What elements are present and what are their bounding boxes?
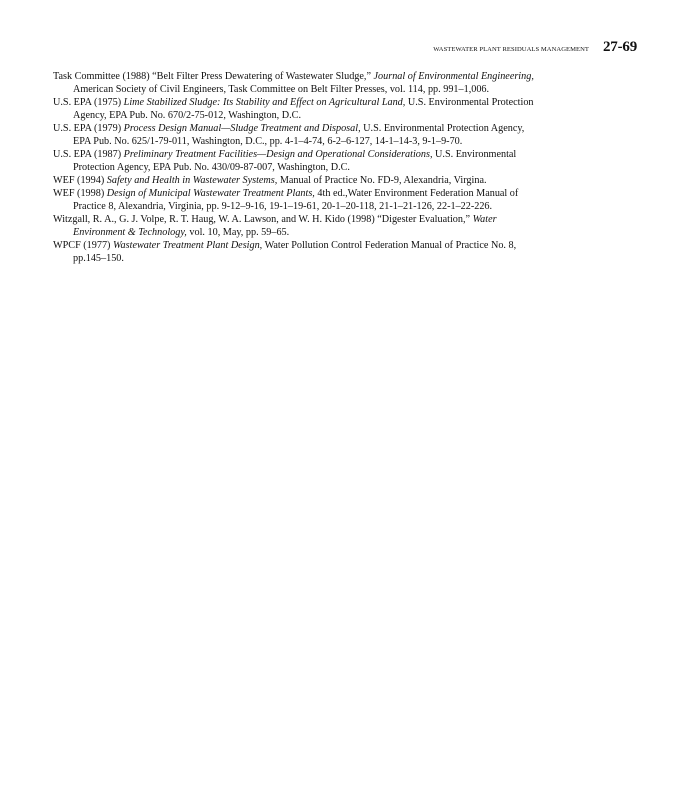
reference-title: Design of Municipal Wastewater Treatment Plants,: [106, 188, 315, 199]
reference-title: Wastewater Treatment Plant Design,: [113, 240, 263, 251]
reference-title: Lime Stabilized Sludge: Its Stability and Effect on Agricultural Land,: [123, 97, 406, 108]
reference-lead: Task Committee (1988) “Belt Filter Press Dewatering of Wastewater Sludge,”: [53, 71, 374, 82]
reference-lead: WPCF (1977): [53, 240, 113, 251]
reference-title: Water Environment & Technology,: [73, 214, 497, 238]
reference-entry: [53, 70, 538, 96]
reference-lead: U.S. EPA (1979): [53, 123, 124, 134]
reference-lead: U.S. EPA (1975): [53, 97, 124, 108]
reference-entry: [53, 122, 538, 148]
reference-title: Journal of Environmental Engineering,: [373, 71, 534, 82]
reference-details: vol. 10, May, pp. 59–65.: [186, 227, 290, 238]
reference-lead: Witzgall, R. A., G. J. Volpe, R. T. Haug, W. A. Lawson, and W. H. Kido (1998) “Digester Evaluation,”: [53, 214, 473, 225]
reference-details: Manual of Practice No. FD-9, Alexandria, Virgina.: [277, 175, 487, 186]
reference-details: U.S. Environmental Protection Agency, EPA Pub. No. 670/2-75-012, Washington, D.C.: [73, 97, 534, 121]
reference-details: Water Pollution Control Federation Manual of Practice No. 8, pp.145–150.: [73, 240, 517, 264]
reference-entry: [53, 148, 538, 174]
reference-details: American Society of Civil Engineers, Task Committee on Belt Filter Presses, vol. 114, pp. 991–1,006.: [73, 84, 490, 95]
reference-entry: [53, 239, 538, 265]
reference-title: Process Design Manual—Sludge Treatment and Disposal,: [123, 123, 361, 134]
reference-lead: WEF (1998): [53, 188, 107, 199]
reference-details: 4th ed.,Water Environment Federation Manual of Practice 8, Alexandria, Virginia, pp. 9-12–9-16, 19-1–19-61, 20-1–20-118, 21-1–21-126, 22-1–22-226.: [73, 188, 519, 212]
running-title: WASTEWATER PLANT RESIDUALS MANAGEMENT: [433, 46, 589, 53]
reference-title: Preliminary Treatment Facilities—Design and Operational Considerations,: [123, 149, 433, 160]
reference-details: U.S. Environmental Protection Agency, EPA Pub. No. 625/1-79-011, Washington, D.C., pp. 4-1–4-74, 6-2–6-127, 14-1–14-3, 9-1–9-70.: [73, 123, 525, 147]
reference-title: Safety and Health in Wastewater Systems,: [106, 175, 278, 186]
reference-entry: [53, 187, 538, 213]
reference-list: [53, 70, 538, 265]
page-number: 27-69: [603, 39, 637, 55]
reference-details: U.S. Environmental Protection Agency, EPA Pub. No. 430/09-87-007, Washington, D.C.: [73, 149, 517, 173]
reference-entry: [53, 174, 538, 187]
reference-entry: [53, 96, 538, 122]
running-header: [433, 39, 637, 56]
reference-entry: [53, 213, 538, 239]
reference-lead: WEF (1994): [53, 175, 107, 186]
reference-lead: U.S. EPA (1987): [53, 149, 124, 160]
